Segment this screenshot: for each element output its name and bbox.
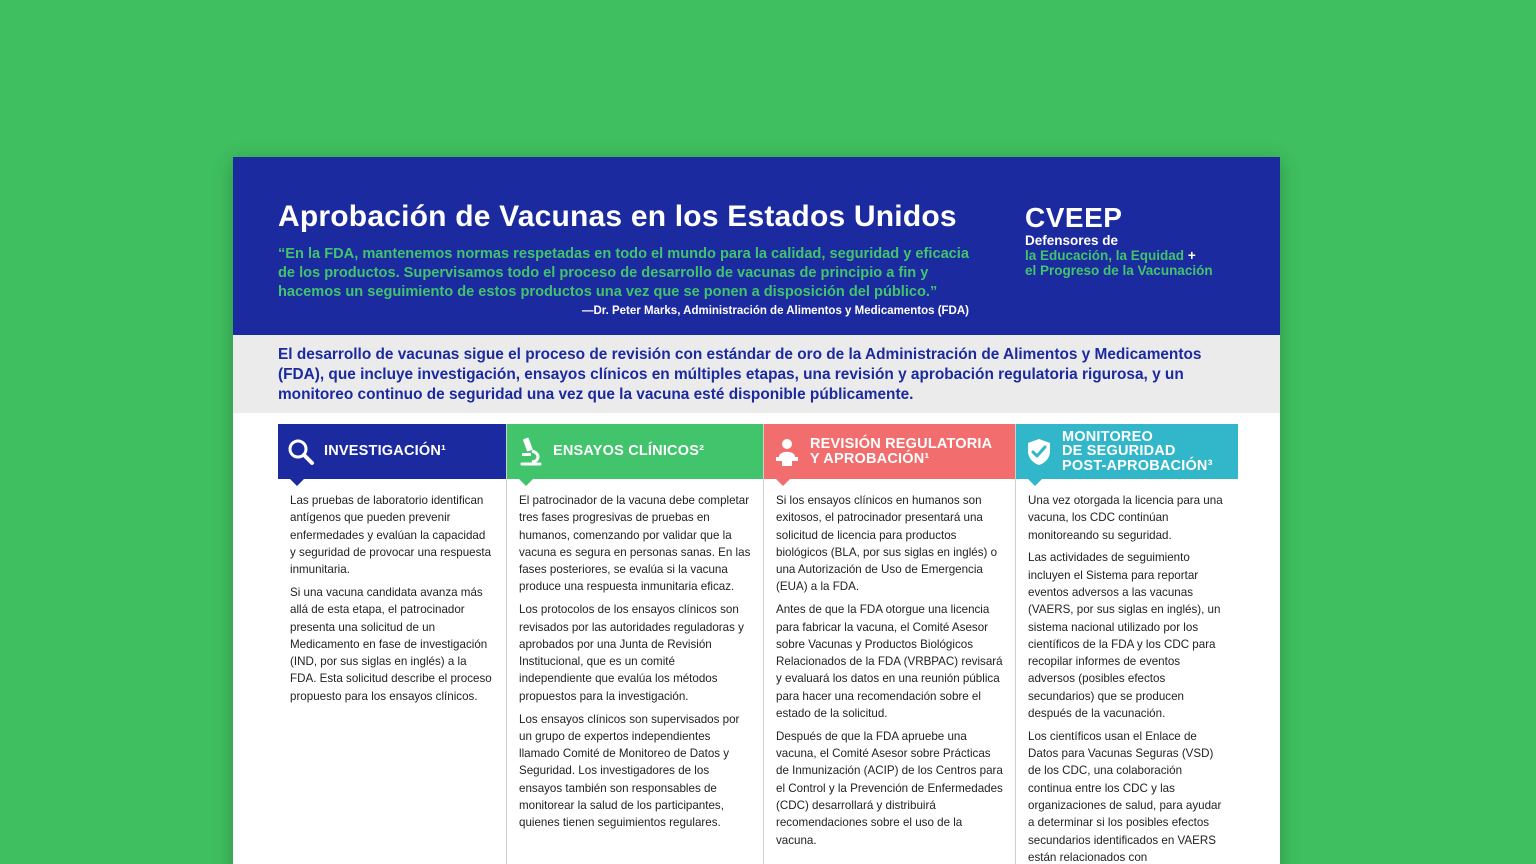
column-heading: ENSAYOS CLÍNICOS² [553, 443, 705, 460]
column-body [764, 479, 1015, 849]
column-revision-regulatoria [763, 424, 1015, 864]
logo-tagline-3: el Progreso de la Vacunación [1025, 263, 1213, 278]
column-heading-line: MONITOREO [1062, 428, 1153, 445]
pointer-arrow [1028, 479, 1042, 486]
column-header [1016, 424, 1238, 479]
column-heading [1062, 430, 1213, 474]
pointer-arrow [776, 479, 790, 486]
column-ensayos-clinicos [506, 424, 763, 864]
fact-sheet [233, 157, 1280, 864]
logo-tagline-1: Defensores de [1025, 233, 1119, 248]
magnifier-icon [286, 437, 316, 467]
column-header [764, 424, 1015, 479]
quote-attribution: —Dr. Peter Marks, Administración de Alimentos y Medicamentos (FDA) [581, 305, 969, 317]
paragraph: Las pruebas de laboratorio identifican antígenos que pueden prevenir enfermedades y evalúan la capacidad y seguridad de provocar una respuesta inmunitaria. [290, 494, 492, 577]
logo-name: CVEEP [1025, 202, 1123, 233]
column-header [278, 424, 506, 479]
paragraph: Las actividades de seguimiento incluyen el Sistema para reportar eventos adversos a las vacunas (VAERS, por sus siglas en inglés), un sistema nacional utilizado por los científicos de la FDA y los CDC para recopilar informes de eventos adversos (posibles efectos secundarios) que se producen después de la vacunación. [1028, 551, 1221, 721]
paragraph: Los protocolos de los ensayos clínicos son revisados por las autoridades reguladoras y aprobados por una Junta de Revisión Institucional, que es un comité independiente que evalúa los métodos propuestos para la investigación. [519, 603, 744, 703]
paragraph: Antes de que la FDA otorgue una licencia para fabricar la vacuna, el Comité Asesor sobre Vacunas y Productos Biológicos Relacionados de la FDA (VRBPAC) revisará y evaluará los datos en una reunión pública para hacer una recomendación sobre el estado de la solicitud. [776, 603, 1003, 721]
column-body [1016, 479, 1238, 864]
page-title: Aprobación de Vacunas en los Estados Unidos [278, 200, 957, 233]
paragraph: Los ensayos clínicos son supervisados por un grupo de expertos independientes llamado Comité de Monitoreo de Datos y Seguridad. Los investigadores de los ensayos también son responsables de monitorear la salud de los participantes, quienes tienen seguimientos regulares. [519, 712, 740, 830]
paragraph: Después de que la FDA apruebe una vacuna, el Comité Asesor sobre Prácticas de Inmunización (ACIP) de los Centros para el Control y la Prevención de Enfermedades (CDC) desarrollará y distribuirá recomendaciones sobre el uso de la vacuna. [776, 729, 1003, 847]
column-body [507, 479, 763, 832]
column-monitoreo-seguridad [1015, 424, 1238, 864]
column-heading: INVESTIGACIÓN¹ [324, 443, 447, 460]
paragraph: Si los ensayos clínicos en humanos son exitosos, el patrocinador presentará una solicitud de licencia para productos biológicos (BLA, por sus siglas en inglés) o una Autorización de Uso de Emergencia (EUA) a la FDA. [776, 494, 998, 594]
column-heading-line: Y APROBACIÓN¹ [810, 450, 930, 467]
column-heading [810, 437, 992, 466]
person-at-podium-icon [772, 437, 802, 467]
paragraph: El patrocinador de la vacuna debe completar tres fases progresivas de pruebas en humanos, comenzando por validar que la vacuna es segura en personas sanas. En las fases posteriores, se evalúa si la vacuna produce una respuesta inmunitaria eficaz. [519, 494, 751, 594]
paragraph: Una vez otorgada la licencia para una vacuna, los CDC continúan monitoreando su seguridad. [1028, 494, 1223, 542]
column-header [507, 424, 763, 479]
intro-text: El desarrollo de vacunas sigue el proceso de revisión con estándar de oro de la Administración de Alimentos y Medicamentos (FDA), que incluye investigación, ensayos clínicos en múltiples etapas, una revisión y aprobación regulatoria rigurosa, y un monitoreo continuo de seguridad una vez que la vacuna esté disponible públicamente. [278, 346, 1202, 403]
quote: “En la FDA, mantenemos normas respetadas en todo el mundo para la calidad, seguridad y eficacia de los productos. Supervisamos todo el proceso de desarrollo de vacunas de principio a fin y hacemos un seguimiento de estos productos una vez que se ponen a disposición del público.” [278, 246, 969, 301]
paragraph: Si una vacuna candidata avanza más allá de esta etapa, el patrocinador presenta una solicitud de un Medicamento en fase de investigación (IND, por sus siglas en inglés) a la FDA. Esta solicitud describe el proceso propuesto para los ensayos clínicos. [290, 585, 492, 703]
paragraph: Los científicos usan el Enlace de Datos para Vacunas Seguras (VSD) de los CDC, una colaboración continua entre los CDC y las organizaciones de salud, para ayudar a determinar si los posibles efectos secundarios identificados en VAERS están relacionados con [1028, 729, 1222, 864]
column-heading-line: DE SEGURIDAD [1062, 443, 1176, 460]
column-body [278, 479, 506, 705]
cveep-logo [1025, 203, 1265, 278]
shield-check-icon [1024, 437, 1054, 467]
intro-band [233, 335, 1280, 413]
logo-plus: + [1187, 248, 1196, 263]
logo-tagline-2-text: la Educación, la Equidad [1025, 248, 1185, 263]
logo-tagline-2 [1025, 248, 1265, 263]
column-heading-line: REVISIÓN REGULATORIA [810, 436, 993, 452]
column-heading-line: POST-APROBACIÓN³ [1062, 457, 1213, 474]
header-banner [233, 157, 1280, 335]
pointer-arrow [519, 479, 533, 486]
column-investigacion [278, 424, 506, 864]
pointer-arrow [290, 479, 304, 486]
microscope-icon [515, 437, 545, 467]
